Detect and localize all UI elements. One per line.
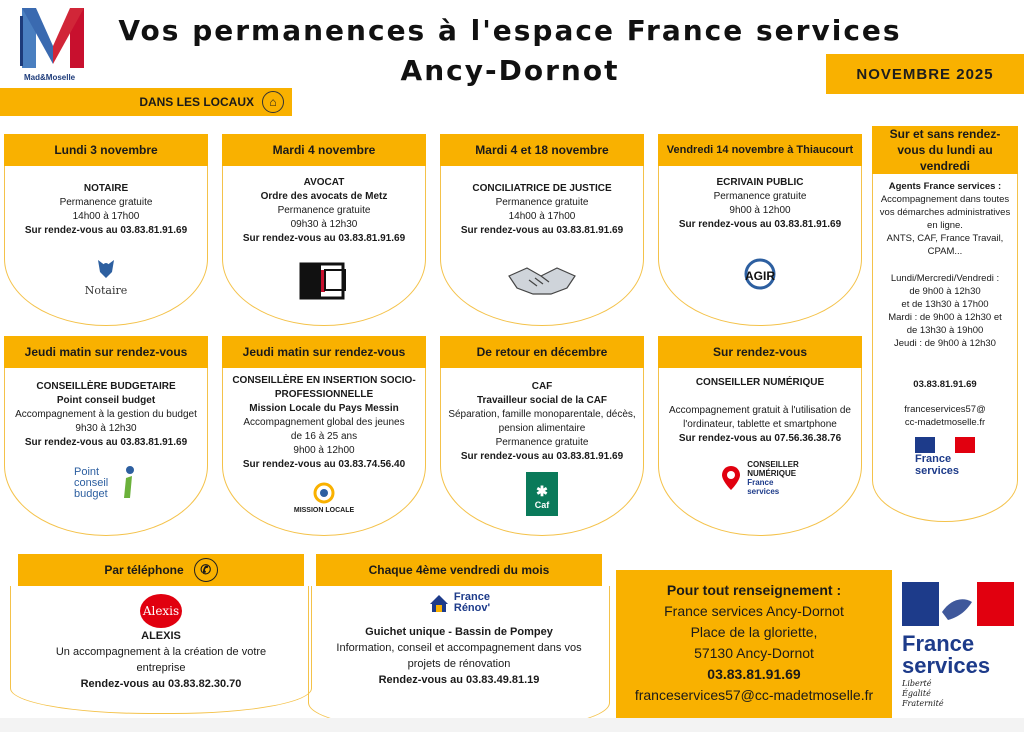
info-line: Place de la gloriette, [690, 624, 818, 640]
info-line: France services Ancy-Dornot [664, 603, 844, 619]
info-i-icon [118, 466, 138, 500]
card-line: de 16 à 25 ans [290, 431, 358, 442]
card-rdv: Sur rendez-vous au 03.83.81.91.69 [678, 219, 842, 230]
card-line: Permanence gratuite [59, 197, 153, 208]
card-title: Guichet unique - Bassin de Pompey [365, 626, 553, 638]
card-conseiller-numerique [658, 336, 862, 536]
side-agents-line: en ligne. [927, 220, 963, 231]
fs-logo-line2: services [902, 653, 991, 678]
side-email: franceservices57@ [904, 404, 986, 415]
card-header: Chaque 4ème vendredi du mois [316, 554, 602, 586]
house-renov-icon [428, 592, 450, 614]
card-line: 9h30 à 12h30 [75, 423, 137, 434]
fs-logo-line1: France [902, 631, 975, 656]
cn-logo-line4: services [747, 487, 780, 496]
side-fs-logo [877, 437, 1013, 477]
point-conseil-budget-logo-text: Point conseil budget [74, 465, 109, 500]
notaire-emblem-icon [76, 256, 136, 300]
logo-brand-text: Mad&Moselle [24, 73, 76, 82]
agir-logo [665, 256, 855, 296]
card-france-renov [316, 554, 602, 732]
house-icon: ⌂ [262, 91, 284, 113]
card-title: NOTAIRE [83, 183, 129, 194]
card-header: Sur rendez-vous [658, 336, 862, 368]
info-box [616, 570, 892, 722]
side-header: Sur et sans rendez-vous du lundi au vendredi [872, 126, 1018, 174]
card-title: CONSEILLÈRE EN INSERTION SOCIO-PROFESSIONNELLE [232, 375, 416, 400]
mission-locale-emblem-icon [313, 482, 335, 504]
renov-logo-line2: Rénov' [453, 602, 491, 614]
side-agents-line: CPAM... [927, 246, 963, 257]
card-line: 09h30 à 12h30 [290, 219, 358, 230]
card-agents-france-services [872, 126, 1018, 522]
card-rdv: Sur rendez-vous au 03.83.81.91.69 [24, 437, 188, 448]
mm-logo-icon [16, 6, 90, 72]
fs-motto-1: Liberté [902, 679, 932, 688]
card-title: CONCILIATRICE DE JUSTICE [472, 183, 612, 194]
notaire-logo-text: Notaire [84, 284, 128, 297]
side-agents-title: Agents France services : [888, 181, 1002, 192]
card-rdv: Sur rendez-vous au 03.83.81.91.69 [460, 451, 624, 462]
map-pin-icon [721, 465, 741, 491]
card-rdv: Sur rendez-vous au 03.83.74.56.40 [242, 459, 406, 470]
card-line: Permanence gratuite [495, 437, 589, 448]
card-header: De retour en décembre [440, 336, 644, 368]
card-header: Jeudi matin sur rendez-vous [222, 336, 426, 368]
info-line: 57130 Ancy-Dornot [694, 645, 814, 661]
card-line: Séparation, famille monoparentale, décès, [448, 409, 636, 420]
card-rdv: Sur rendez-vous au 07.56.36.38.76 [678, 433, 842, 444]
mission-locale-logo-text: MISSION LOCALE [293, 507, 355, 514]
side-hours-line: Jeudi : de 9h00 à 12h30 [894, 338, 996, 349]
agir-emblem-icon [738, 256, 782, 296]
card-caf [440, 336, 644, 536]
month-badge: NOVEMBRE 2025 [826, 54, 1024, 94]
card-title: AVOCAT [303, 177, 345, 188]
card-line: 9h00 à 12h00 [293, 445, 355, 456]
card-line: projets de rénovation [407, 658, 511, 670]
france-renov-logo [309, 592, 609, 614]
marianne-flag-icon [902, 582, 1014, 626]
card-telephone [18, 554, 304, 714]
card-title: CAF [531, 381, 553, 392]
card-header: Lundi 3 novembre [4, 134, 208, 166]
avocat-emblem-icon [299, 260, 349, 302]
card-rdv: Rendez-vous au 03.83.49.81.19 [378, 674, 540, 686]
card-header: Mardi 4 et 18 novembre [440, 134, 644, 166]
side-fs-logo-line1: France [915, 453, 952, 465]
cn-logo-line2: NUMÉRIQUE [747, 469, 797, 478]
fs-motto-2: Égalité [902, 689, 931, 698]
alexis-logo [11, 594, 311, 628]
side-hours-line: Lundi/Mercredi/Vendredi : [890, 273, 1000, 284]
card-line: Permanence gratuite [495, 197, 589, 208]
card-line: pension alimentaire [498, 423, 586, 434]
card-rdv: Sur rendez-vous au 03.83.81.91.69 [24, 225, 188, 236]
card-notaire [4, 134, 208, 326]
side-fs-logo-line2: services [915, 465, 960, 477]
side-phone: 03.83.81.91.69 [913, 379, 977, 390]
card-title: ALEXIS [141, 630, 181, 642]
side-hours-line: et de 13h30 à 17h00 [901, 299, 989, 310]
avocat-logo [229, 260, 419, 302]
page-title: Vos permanences à l'espace France services [118, 14, 902, 47]
card-rdv: Sur rendez-vous au 03.83.81.91.69 [242, 233, 406, 244]
handshake-icon [507, 262, 577, 298]
agir-logo-text: AGIR [745, 269, 775, 283]
alexis-logo-text: Alexis [140, 594, 182, 628]
card-insertion [222, 336, 426, 536]
card-line: Information, conseil et accompagnement dans vos [336, 642, 582, 654]
caf-logo: ✱ Caf [447, 472, 637, 516]
card-line: Permanence gratuite [713, 191, 807, 202]
side-hours-line: de 13h30 à 19h00 [906, 325, 984, 336]
card-title: CONSEILLER NUMÉRIQUE [695, 377, 825, 388]
conseiller-numerique-logo [665, 460, 855, 496]
card-header: Par téléphone [104, 563, 184, 577]
france-services-logo [902, 582, 1018, 709]
fs-motto-3: Fraternité [902, 699, 944, 708]
card-subtitle: Mission Locale du Pays Messin [249, 403, 399, 414]
card-header: Vendredi 14 novembre à Thiaucourt [658, 134, 862, 166]
info-email[interactable]: franceservices57@cc-madetmoselle.fr [634, 687, 874, 703]
notaire-logo [11, 256, 201, 300]
card-line: Accompagnement global des jeunes [243, 417, 405, 428]
card-line: l'ordinateur, tablette et smartphone [683, 419, 837, 430]
side-agents-line: Accompagnement dans toutes [880, 194, 1010, 205]
handshake-logo [447, 262, 637, 298]
info-title: Pour tout renseignement : [666, 582, 842, 598]
card-line: 14h00 à 17h00 [508, 211, 576, 222]
page-subtitle: Ancy-Dornot [400, 54, 620, 87]
card-subtitle: Travailleur social de la CAF [476, 395, 608, 406]
card-avocat [222, 134, 426, 326]
cn-logo-line3: France [747, 478, 774, 487]
side-agents-line: ANTS, CAF, France Travail, [886, 233, 1004, 244]
card-line: 9h00 à 12h00 [729, 205, 791, 216]
card-rdv: Sur rendez-vous au 03.83.81.91.69 [460, 225, 624, 236]
card-line: Accompagnement à la gestion du budget [15, 409, 197, 420]
renov-logo-line1: France [453, 591, 490, 603]
card-title: CONSEILLÈRE BUDGETAIRE [36, 381, 176, 392]
locaux-label: DANS LES LOCAUX [139, 95, 254, 109]
side-hours-line: de 9h00 à 12h30 [909, 286, 981, 297]
card-line: Accompagnement gratuit à l'utilisation de [668, 405, 851, 416]
side-agents-line: vos démarches administratives [879, 207, 1011, 218]
mission-locale-logo [229, 482, 419, 518]
footer-strip [0, 718, 1024, 732]
point-conseil-budget-logo [11, 466, 201, 500]
card-conciliatrice [440, 134, 644, 326]
card-header: Mardi 4 novembre [222, 134, 426, 166]
card-line: Permanence gratuite [277, 205, 371, 216]
card-budget [4, 336, 208, 536]
caf-logo-text: Caf [534, 500, 550, 510]
cn-logo-line1: CONSEILLER [747, 460, 799, 469]
card-ecrivain [658, 134, 862, 326]
card-title: ECRIVAIN PUBLIC [716, 177, 804, 188]
card-rdv: Rendez-vous au 03.83.82.30.70 [80, 678, 242, 690]
phone-icon: ✆ [194, 558, 218, 582]
side-hours-line: Mardi : de 9h00 à 12h30 et [888, 312, 1002, 323]
card-subtitle: Ordre des avocats de Metz [260, 191, 388, 202]
locaux-banner [0, 88, 292, 116]
info-phone: 03.83.81.91.69 [707, 666, 801, 682]
card-header: Jeudi matin sur rendez-vous [4, 336, 208, 368]
card-subtitle: Point conseil budget [56, 395, 156, 406]
logo-mad-moselle [16, 6, 90, 82]
card-line: entreprise [136, 662, 186, 674]
side-email: cc-madetmoselle.fr [904, 417, 986, 428]
card-line: 14h00 à 17h00 [72, 211, 140, 222]
card-line: Un accompagnement à la création de votre [55, 646, 267, 658]
